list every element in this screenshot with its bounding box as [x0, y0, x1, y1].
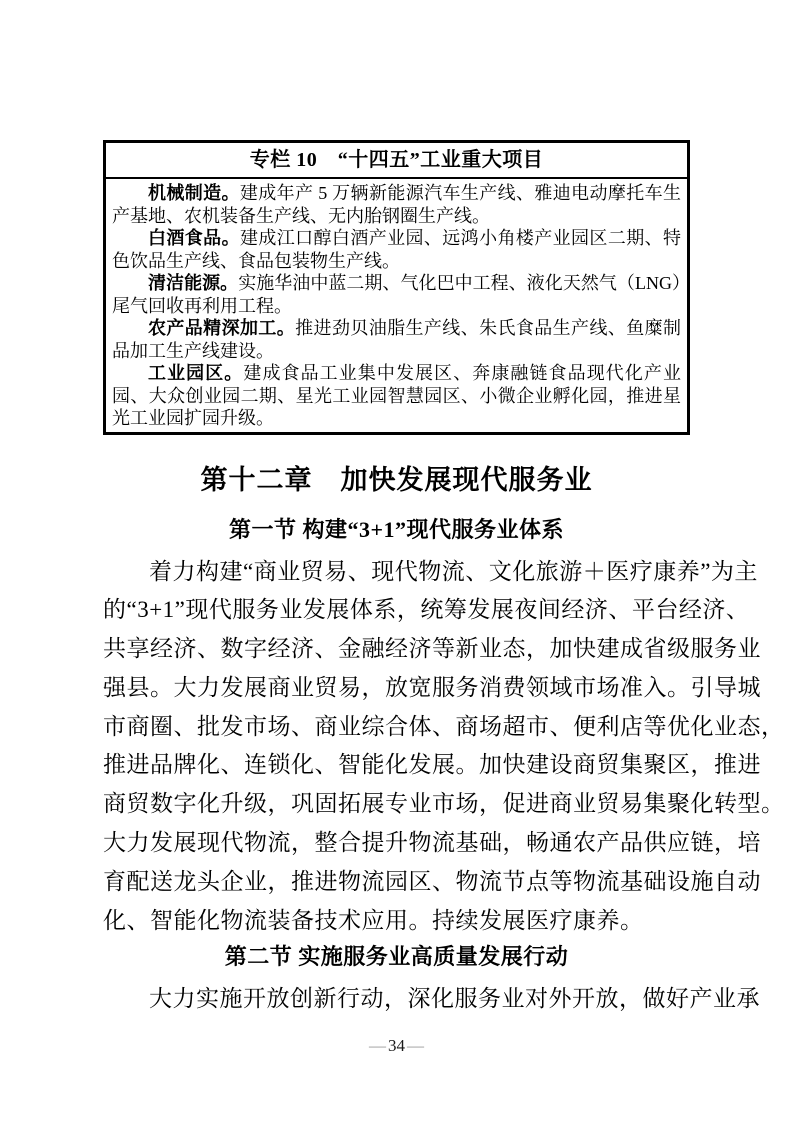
callout-item-liquor-food — [112, 227, 681, 272]
body-line: 大力发展现代物流，整合提升物流基础，畅通农产品供应链，培 — [103, 830, 761, 856]
body-line: 着力构建“商业贸易、现代物流、文化旅游＋医疗康养”为主 — [149, 558, 758, 584]
callout-box-title: 专栏 10 “十四五”工业重大项目 — [106, 143, 687, 179]
body-line: 共享经济、数字经济、金融经济等新业态，加快建成省级服务业 — [103, 636, 761, 662]
body-line: 的“3+1”现代服务业发展体系，统筹发展夜间经济、平台经济、 — [103, 597, 750, 623]
page-footer — [103, 1035, 690, 1057]
callout-item-clean-energy — [112, 272, 681, 317]
body-line: 市商圈、批发市场、商业综合体、商场超市、便利店等优化业态， — [103, 713, 785, 739]
footer-dash-right: — — [407, 1036, 424, 1056]
body-line: 育配送龙头企业，推进物流园区、物流节点等物流基础设施自动 — [103, 868, 761, 894]
callout-item-machinery — [112, 182, 681, 227]
section-1-body — [103, 553, 785, 941]
section-1-heading: 第一节 构建“3+1”现代服务业体系 — [228, 516, 565, 542]
callout-item-text: 建成食品工业集中发展区、奔康融链食品现代化产业园、大众创业园二期、星光工业园智慧园区、小微企业孵化园，推进星光工业园扩园升级。 — [112, 363, 682, 428]
footer-dash-left: — — [369, 1036, 386, 1056]
body-line: 大力实施开放创新行动，深化服务业对外开放，做好产业承 — [149, 986, 760, 1012]
callout-item-lead: 农产品精深加工。 — [148, 318, 296, 338]
callout-item-industrial-park — [112, 362, 681, 430]
callout-item-text: 建成年产 5 万辆新能源汽车生产线、雅迪电动摩托车生产基地、农机装备生产线、无内胎钢圈生产线。 — [112, 183, 682, 226]
chapter-title: 第十二章 加快发展现代服务业 — [200, 464, 593, 495]
callout-item-lead: 工业园区。 — [148, 363, 244, 383]
section-2-heading: 第二节 实施服务业高质量发展行动 — [224, 944, 569, 970]
callout-item-text: 建成江口醇白酒产业园、远鸿小角楼产业园区二期、特色饮品生产线、食品包装物生产线。 — [112, 228, 682, 271]
callout-item-lead: 机械制造。 — [148, 183, 240, 203]
body-line: 强县。大力发展商业贸易，放宽服务消费领域市场准入。引导城 — [103, 674, 761, 700]
callout-box — [103, 140, 690, 435]
body-line: 推进品牌化、连锁化、智能化发展。加快建设商贸集聚区，推进 — [103, 752, 761, 778]
callout-item-text: 实施华油中蓝二期、气化巴中工程、液化天然气（LNG）尾气回收再利用工程。 — [112, 273, 681, 316]
callout-box-body — [106, 179, 687, 432]
callout-item-agri-processing — [112, 317, 681, 362]
page-number: 34 — [388, 1036, 405, 1056]
section-2-body — [103, 980, 760, 1019]
callout-item-lead: 白酒食品。 — [148, 228, 240, 248]
callout-item-lead: 清洁能源。 — [148, 273, 239, 293]
body-line: 化、智能化物流装备技术应用。持续发展医疗康养。 — [103, 907, 644, 933]
body-line: 商贸数字化升级，巩固拓展专业市场，促进商业贸易集聚化转型。 — [103, 791, 785, 817]
callout-item-text: 推进劲贝油脂生产线、朱氏食品生产线、鱼糜制品加工生产线建设。 — [112, 318, 682, 361]
